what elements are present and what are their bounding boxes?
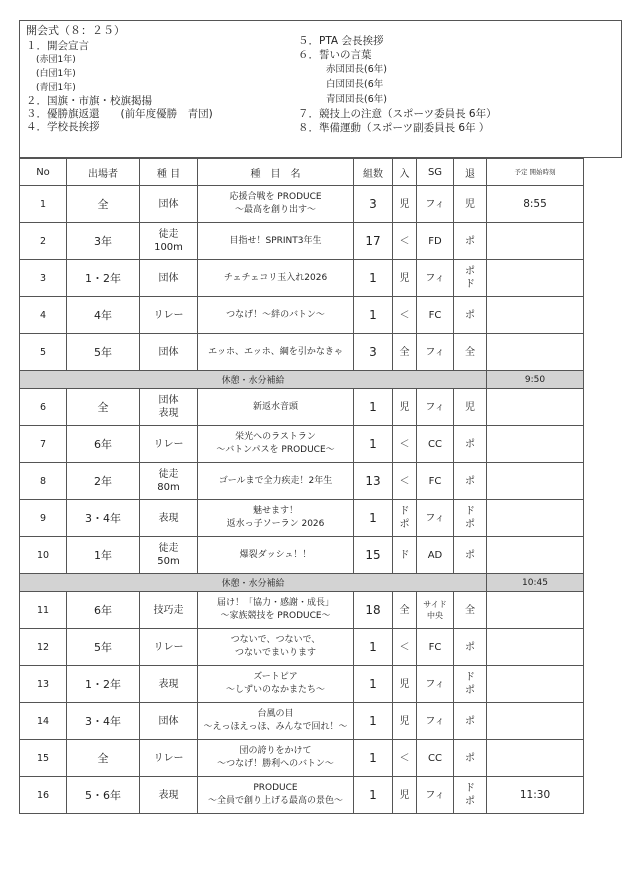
table-row <box>20 223 584 260</box>
cell-participants: 1・2年 <box>67 666 140 703</box>
cell-participants: 6年 <box>67 592 140 629</box>
table-row <box>20 629 584 666</box>
table-row <box>20 186 584 223</box>
cell-entry: 児 <box>393 389 417 426</box>
cell-event-name <box>198 703 354 740</box>
cell-groups: 1 <box>354 777 393 814</box>
cell-event-name <box>198 334 354 371</box>
cell-line: ～えっほえっほ、みんなで回れ！～ <box>203 722 348 732</box>
header-start-time: 予定 開始時刻 <box>487 159 584 186</box>
cell-start-time <box>487 500 584 537</box>
cell-line: エッホ、エッホ、綱を引かなきゃ <box>208 346 343 357</box>
cell-exit: ポ <box>454 703 487 740</box>
cell-line: ド <box>465 279 475 290</box>
cell-event-name <box>198 629 354 666</box>
cell-no: 13 <box>20 666 67 703</box>
cell-line: PRODUCE <box>253 783 298 793</box>
cell-event-name <box>198 592 354 629</box>
cell-line: 届け！「協力・感謝・成長」 <box>216 598 334 608</box>
header-participants: 出場者 <box>67 159 140 186</box>
cell-entry: ＜ <box>393 740 417 777</box>
cell-sg: FD <box>417 223 454 260</box>
table-row <box>20 426 584 463</box>
header-entry: 入 <box>393 159 417 186</box>
opening-item: ４．学校長挨拶 <box>26 121 100 133</box>
cell-event-type: 技巧走 <box>140 592 198 629</box>
cell-line: ゴールまで全力疾走！2年生 <box>218 475 333 486</box>
cell-event-type <box>140 463 198 500</box>
opening-subitem: (赤団1年) <box>36 55 76 65</box>
cell-line: ド <box>399 506 410 517</box>
cell-no: 5 <box>20 334 67 371</box>
cell-exit: ポ <box>454 740 487 777</box>
cell-sg: FC <box>417 463 454 500</box>
opening-item: １．開会宣言 <box>26 40 89 52</box>
cell-participants: 2年 <box>67 463 140 500</box>
cell-line: 魅せます！ <box>252 506 298 516</box>
cell-event-name <box>198 426 354 463</box>
cell-event-type: 団体 <box>140 703 198 740</box>
cell-line: 栄光へのラストラン <box>235 432 316 442</box>
cell-participants: 6年 <box>67 426 140 463</box>
cell-line: サイド <box>423 600 447 609</box>
cell-line: ズートピア <box>253 672 298 682</box>
cell-exit: 児 <box>454 389 487 426</box>
cell-exit <box>454 500 487 537</box>
cell-line: ポ <box>465 519 475 530</box>
cell-exit <box>454 260 487 297</box>
cell-groups: 1 <box>354 666 393 703</box>
cell-no: 6 <box>20 389 67 426</box>
opening-subitem: (青団1年) <box>36 83 76 93</box>
cell-no: 1 <box>20 186 67 223</box>
cell-exit: 全 <box>454 592 487 629</box>
cell-groups: 13 <box>354 463 393 500</box>
cell-start-time <box>487 703 584 740</box>
cell-groups: 1 <box>354 629 393 666</box>
cell-start-time <box>487 740 584 777</box>
cell-line: 表現 <box>158 408 179 419</box>
cell-line: 台風の目 <box>257 709 294 719</box>
cell-participants: 3年 <box>67 223 140 260</box>
cell-no: 16 <box>20 777 67 814</box>
break-time: 9:50 <box>487 371 584 389</box>
cell-exit: ポ <box>454 629 487 666</box>
schedule-table <box>19 158 584 814</box>
cell-entry: 児 <box>393 260 417 297</box>
cell-groups: 3 <box>354 334 393 371</box>
cell-start-time <box>487 389 584 426</box>
cell-participants: 全 <box>67 740 140 777</box>
cell-line: つなげ！～絆のバトン～ <box>226 309 325 320</box>
cell-entry: 児 <box>393 186 417 223</box>
cell-start-time: 8:55 <box>487 186 584 223</box>
cell-line: つないでまいります <box>234 648 316 658</box>
table-header-row <box>20 159 584 186</box>
cell-line: 爆裂ダッシュ！！ <box>239 549 312 560</box>
cell-exit <box>454 666 487 703</box>
cell-event-type: 団体 <box>140 334 198 371</box>
cell-event-name <box>198 186 354 223</box>
table-row <box>20 334 584 371</box>
opening-left-column <box>26 40 296 134</box>
cell-entry: ＜ <box>393 463 417 500</box>
cell-participants: 全 <box>67 186 140 223</box>
cell-no: 8 <box>20 463 67 500</box>
cell-line: ポ <box>399 519 410 530</box>
cell-exit: ポ <box>454 297 487 334</box>
cell-event-type: リレー <box>140 740 198 777</box>
cell-line: 団の誇りをかけて <box>239 746 312 756</box>
cell-event-type: 表現 <box>140 777 198 814</box>
cell-line: 応援合戦を PRODUCE <box>229 192 322 202</box>
cell-exit: 全 <box>454 334 487 371</box>
cell-entry <box>393 500 417 537</box>
cell-event-name <box>198 463 354 500</box>
cell-participants: 4年 <box>67 297 140 334</box>
cell-start-time <box>487 223 584 260</box>
cell-line: 80m <box>157 482 180 493</box>
table-body <box>20 186 584 814</box>
cell-line: 返水っ子ソーラン 2026 <box>226 519 325 529</box>
cell-groups: 3 <box>354 186 393 223</box>
cell-start-time <box>487 463 584 500</box>
cell-participants: 3・4年 <box>67 703 140 740</box>
cell-sg: フィ <box>417 334 454 371</box>
cell-groups: 1 <box>354 426 393 463</box>
opening-item: ８．準備運動（スポーツ副委員長 6年 ） <box>298 122 490 134</box>
cell-line: ド <box>465 506 475 517</box>
cell-sg: フィ <box>417 777 454 814</box>
cell-entry: ＜ <box>393 223 417 260</box>
opening-subitem: 白団団長(6年 <box>326 79 384 90</box>
cell-line: 中央 <box>427 611 443 620</box>
cell-event-type <box>140 223 198 260</box>
break-row <box>20 371 584 389</box>
cell-event-type <box>140 537 198 574</box>
cell-start-time <box>487 334 584 371</box>
cell-line: チェチェコリ玉入れ2026 <box>223 272 328 283</box>
cell-groups: 1 <box>354 740 393 777</box>
cell-entry: ド <box>393 537 417 574</box>
cell-entry: ＜ <box>393 629 417 666</box>
cell-sg: フィ <box>417 666 454 703</box>
cell-line: 徒走 <box>158 543 179 554</box>
opening-item: ２．国旗・市旗・校旗掲揚 <box>26 95 152 107</box>
cell-participants: 1・2年 <box>67 260 140 297</box>
cell-line: ～バトンパスを PRODUCE～ <box>216 445 335 455</box>
cell-line: ～全員で創り上げる最高の景色～ <box>207 796 343 806</box>
break-time: 10:45 <box>487 574 584 592</box>
opening-subitem: 青団団長(6年) <box>326 94 387 105</box>
cell-sg: FC <box>417 629 454 666</box>
cell-groups: 1 <box>354 260 393 297</box>
table-row <box>20 500 584 537</box>
cell-exit: 児 <box>454 186 487 223</box>
cell-entry: 全 <box>393 334 417 371</box>
header-event-type: 種 目 <box>140 159 198 186</box>
opening-title: 開会式（８：２５） <box>26 24 125 37</box>
cell-line: 徒走 <box>158 229 179 240</box>
cell-line: ポ <box>465 266 475 277</box>
table-row <box>20 703 584 740</box>
cell-start-time <box>487 260 584 297</box>
cell-sg: フィ <box>417 260 454 297</box>
cell-entry: 児 <box>393 666 417 703</box>
cell-groups: 1 <box>354 297 393 334</box>
cell-line: ～しずいのなかまたち～ <box>225 685 325 695</box>
opening-item: ６．誓いの言葉 <box>298 49 372 61</box>
cell-line: 新返水音頭 <box>252 401 298 412</box>
cell-exit: ポ <box>454 463 487 500</box>
cell-participants: 5年 <box>67 629 140 666</box>
cell-event-type: リレー <box>140 629 198 666</box>
cell-no: 3 <box>20 260 67 297</box>
cell-event-name <box>198 500 354 537</box>
opening-subitem: (白団1年) <box>36 69 76 79</box>
break-label: 休憩・水分補給 <box>20 371 487 389</box>
header-sg: SG <box>417 159 454 186</box>
cell-line: ポ <box>465 796 475 807</box>
table-row <box>20 740 584 777</box>
opening-right-column <box>298 34 618 135</box>
cell-sg: CC <box>417 740 454 777</box>
cell-line: 目指せ！SPRINT3年生 <box>229 235 322 246</box>
cell-line: ～家族競技を PRODUCE～ <box>220 611 331 621</box>
break-row <box>20 574 584 592</box>
cell-line: ド <box>465 783 475 794</box>
cell-entry: 児 <box>393 777 417 814</box>
cell-no: 9 <box>20 500 67 537</box>
cell-sg: フィ <box>417 500 454 537</box>
header-no: No <box>20 159 67 186</box>
cell-groups: 17 <box>354 223 393 260</box>
cell-no: 10 <box>20 537 67 574</box>
cell-event-name <box>198 777 354 814</box>
cell-entry: 児 <box>393 703 417 740</box>
cell-start-time <box>487 297 584 334</box>
cell-sg: AD <box>417 537 454 574</box>
cell-participants: 3・4年 <box>67 500 140 537</box>
cell-exit: ポ <box>454 537 487 574</box>
cell-no: 11 <box>20 592 67 629</box>
cell-entry: ＜ <box>393 426 417 463</box>
cell-exit: ポ <box>454 426 487 463</box>
cell-no: 12 <box>20 629 67 666</box>
cell-no: 7 <box>20 426 67 463</box>
cell-participants: 5年 <box>67 334 140 371</box>
cell-sg <box>417 592 454 629</box>
cell-line: 団体 <box>158 395 179 406</box>
cell-start-time <box>487 426 584 463</box>
cell-line: ド <box>465 672 475 683</box>
cell-participants: 5・6年 <box>67 777 140 814</box>
cell-no: 15 <box>20 740 67 777</box>
cell-line: ～最高を創り出す～ <box>234 205 316 215</box>
header-exit: 退 <box>454 159 487 186</box>
opening-subitem: 赤団団長(6年) <box>326 64 387 75</box>
cell-entry: ＜ <box>393 297 417 334</box>
cell-event-name <box>198 260 354 297</box>
cell-line: 100m <box>154 242 183 253</box>
cell-event-name <box>198 297 354 334</box>
cell-no: 4 <box>20 297 67 334</box>
table-row <box>20 592 584 629</box>
cell-participants: 全 <box>67 389 140 426</box>
header-groups: 組数 <box>354 159 393 186</box>
cell-event-name <box>198 666 354 703</box>
cell-event-type: リレー <box>140 297 198 334</box>
cell-no: 14 <box>20 703 67 740</box>
table-row <box>20 666 584 703</box>
cell-start-time <box>487 666 584 703</box>
cell-start-time <box>487 629 584 666</box>
cell-groups: 1 <box>354 703 393 740</box>
table-row <box>20 297 584 334</box>
opening-item: ７．競技上の注意（スポーツ委員長 6年） <box>298 108 497 120</box>
cell-event-name <box>198 740 354 777</box>
cell-event-type: リレー <box>140 426 198 463</box>
cell-sg: FC <box>417 297 454 334</box>
cell-event-type: 団体 <box>140 260 198 297</box>
opening-ceremony-box <box>19 20 622 158</box>
cell-start-time <box>487 537 584 574</box>
header-event-name: 種 目 名 <box>198 159 354 186</box>
cell-event-type <box>140 389 198 426</box>
cell-sg: CC <box>417 426 454 463</box>
table-row <box>20 389 584 426</box>
cell-groups: 18 <box>354 592 393 629</box>
cell-line: 50m <box>157 556 180 567</box>
cell-groups: 1 <box>354 500 393 537</box>
cell-sg: フィ <box>417 389 454 426</box>
cell-line: ～つなげ！勝利へのバトン～ <box>217 759 334 769</box>
cell-line: つないで、つないで、 <box>230 635 321 645</box>
cell-entry: 全 <box>393 592 417 629</box>
table-row <box>20 463 584 500</box>
cell-line: 徒走 <box>158 469 179 480</box>
cell-event-type: 表現 <box>140 666 198 703</box>
table-row <box>20 260 584 297</box>
cell-sg: フィ <box>417 703 454 740</box>
table-row <box>20 537 584 574</box>
opening-item: ５．PTA 会長挨拶 <box>298 35 384 47</box>
cell-participants: 1年 <box>67 537 140 574</box>
cell-groups: 15 <box>354 537 393 574</box>
cell-exit: ポ <box>454 223 487 260</box>
cell-no: 2 <box>20 223 67 260</box>
cell-exit <box>454 777 487 814</box>
table-row <box>20 777 584 814</box>
cell-event-name <box>198 223 354 260</box>
cell-start-time: 11:30 <box>487 777 584 814</box>
cell-event-type: 表現 <box>140 500 198 537</box>
break-label: 休憩・水分補給 <box>20 574 487 592</box>
cell-event-name <box>198 389 354 426</box>
cell-sg: フィ <box>417 186 454 223</box>
cell-start-time <box>487 592 584 629</box>
cell-event-name <box>198 537 354 574</box>
cell-line: ポ <box>465 685 475 696</box>
opening-item: ３．優勝旗返還 (前年度優勝 青団) <box>26 108 213 120</box>
cell-event-type: 団体 <box>140 186 198 223</box>
cell-groups: 1 <box>354 389 393 426</box>
